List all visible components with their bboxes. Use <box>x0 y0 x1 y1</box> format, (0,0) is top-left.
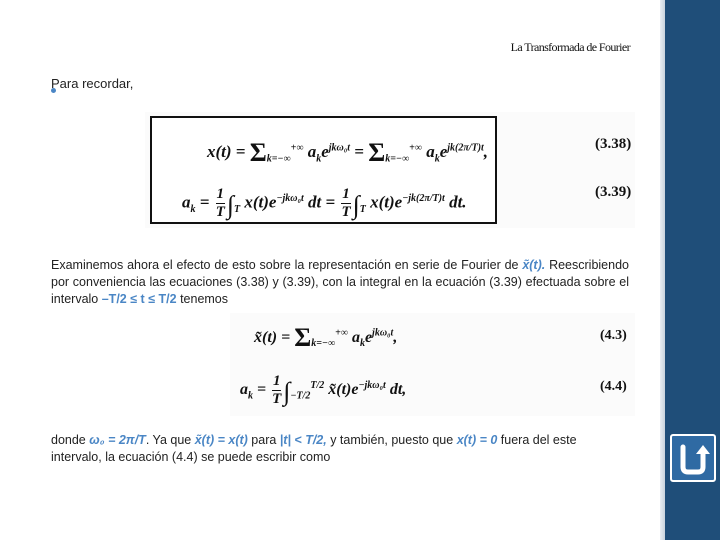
paragraph-2-text-e: fuera del este intervalo, la ecuación (4.4) se puede escribir como <box>51 433 577 464</box>
paragraph-2-text-b: . Ya que <box>145 433 195 447</box>
paragraph-1-text-c: tenemos <box>176 292 229 306</box>
condition-zero: x(t) = 0 <box>456 433 498 447</box>
equation-number-3-39: (3.39) <box>595 184 632 200</box>
equation-3-38: $x(t) = \Sigma_{k=-\infty}^{+\infty}$ $a_ke^{jk\omega_0t} = \Sigma_{k=-\infty}^{+\infty}$ $a_ke^{jk(2\pi/T)t}$, <box>207 138 489 167</box>
intro-text: Para recordar, <box>51 76 134 91</box>
equation-number-3-38: (3.38) <box>595 136 632 152</box>
condition-interval: |t| < T/2, <box>279 433 327 447</box>
return-arrow-icon <box>676 441 710 475</box>
interval-expression: –T/2 ≤ t ≤ T/2 <box>101 292 177 306</box>
omega-definition: ω₀ = 2π/T <box>89 433 146 447</box>
return-button[interactable] <box>670 434 716 482</box>
signal-x-tilde: x̃(t). <box>522 258 546 272</box>
equation-frame <box>150 116 497 224</box>
equation-4-4: $a_k$ = $\frac{1}{T}$ $\int_{-T/2}^{T/2}$ $x̃(t)e^{-jk\omega_0t}$ dt, <box>240 373 407 407</box>
paragraph-2 <box>51 432 629 466</box>
paragraph-2-text-c: para <box>247 433 280 447</box>
equation-4-3: x̃(t) = $\Sigma_{k=-\infty}^{+\infty}$ $a_ke^{jk\omega_0t}$, <box>254 323 398 352</box>
paragraph-1-text-a: Examinemos ahora el efecto de esto sobre la representación en serie de Fourier de <box>51 258 523 272</box>
equation-number-4-3: (4.3) <box>600 328 627 343</box>
equation-number-4-4: (4.4) <box>600 379 627 394</box>
paragraph-1-text-b: Reescribiendo por conveniencia las ecuaciones (3.38) y (3.39), con la integral en la ecuación (3.39) efectuada sobre el intervalo <box>51 258 629 306</box>
paragraph-1 <box>51 257 629 308</box>
slide-title: La Transformada de Fourier <box>510 40 630 54</box>
paragraph-2-text-a: donde <box>51 433 90 447</box>
condition-equal: x̃(t) = x(t) <box>194 433 248 447</box>
equation-image-middle <box>230 313 635 416</box>
equation-image-top <box>145 112 635 228</box>
equation-3-39: $a_k$ = $\frac{1}{T}$ $\int_T$ $x(t)e^{-jk\omega_0t}$ dt = $\frac{1}{T}$ $\int_T$ $x(t)e^{-jk(2\pi/T)t}$ dt. <box>182 186 467 220</box>
paragraph-2-text-d: y también, puesto que <box>326 433 457 447</box>
